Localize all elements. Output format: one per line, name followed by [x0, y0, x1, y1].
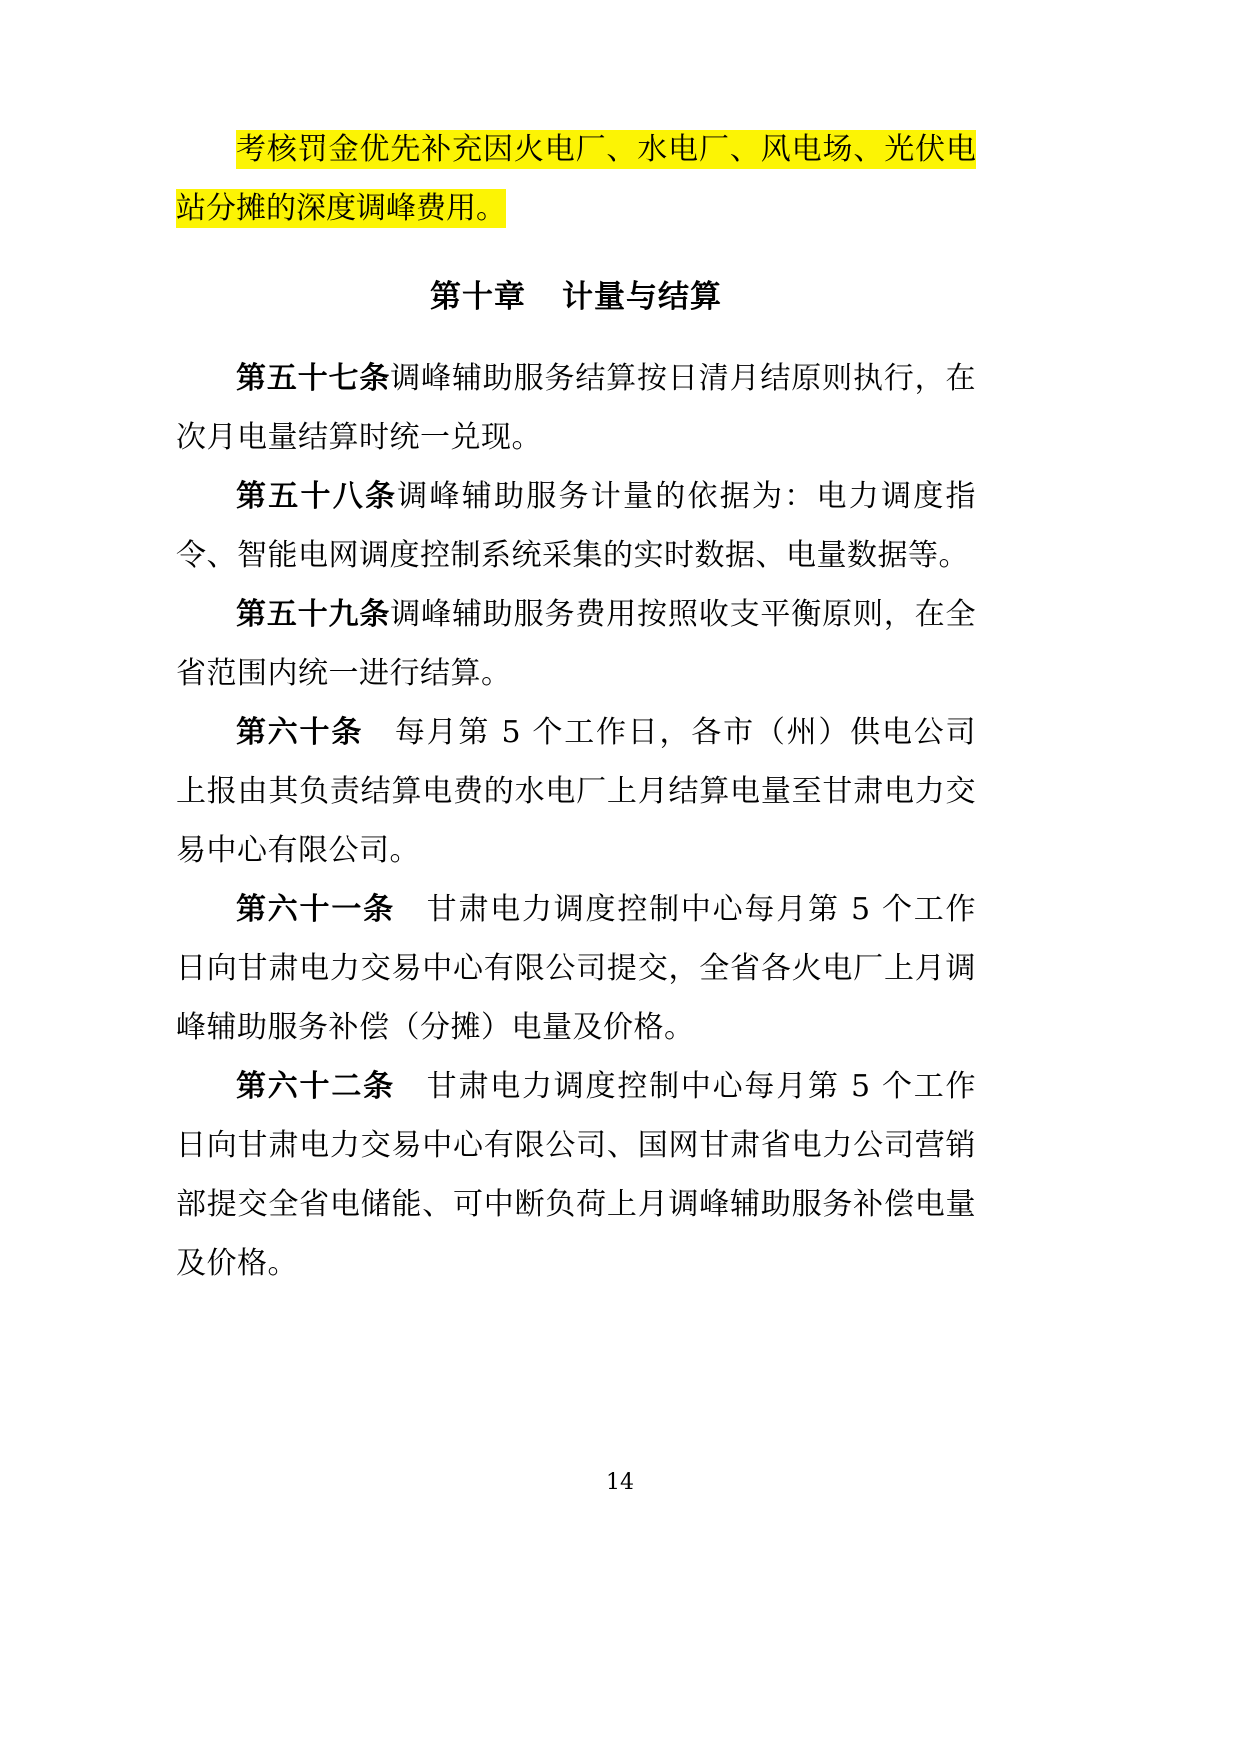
article-text: 调峰辅助服务结算按日清月结原则执行，在次月电量结算时统一兑现。	[176, 361, 977, 455]
article-text: 每月第 5 个工作日，各市（州）供电公司上报由其负责结算电费的水电厂上月结算电量至甘肃电力交易中心有限公司。	[176, 715, 976, 868]
article-paragraph	[176, 349, 976, 467]
article-text: 调峰辅助服务计量的依据为：电力调度指令、智能电网调度控制系统采集的实时数据、电量数据等。	[176, 479, 976, 573]
article-paragraph	[176, 703, 976, 880]
article-label: 第五十九条	[236, 597, 391, 632]
article-paragraph	[176, 585, 976, 703]
page-number: 14	[606, 1470, 634, 1495]
article-label: 第六十二条	[236, 1069, 395, 1104]
article-label: 第六十条	[236, 715, 364, 750]
article-label: 第五十八条	[236, 479, 398, 514]
highlighted-paragraph	[176, 120, 976, 238]
article-label: 第六十一条	[236, 892, 395, 927]
chapter-title-text: 计量与结算	[562, 279, 722, 315]
highlight-span: 考核罚金优先补充因火电厂、水电厂、风电场、光伏电站分摊的深度调峰费用。	[176, 132, 976, 226]
chapter-number: 第十章	[430, 279, 526, 315]
article-label: 第五十七条	[236, 361, 391, 396]
chapter-heading	[176, 268, 976, 327]
page-content	[176, 120, 976, 1293]
article-text: 甘肃电力调度控制中心每月第 5 个工作日向甘肃电力交易中心有限公司、国网甘肃省电力公司营销部提交全省电储能、可中断负荷上月调峰辅助服务补偿电量及价格。	[176, 1069, 977, 1281]
article-paragraph	[176, 1057, 976, 1293]
article-paragraph	[176, 467, 976, 585]
article-text: 甘肃电力调度控制中心每月第 5 个工作日向甘肃电力交易中心有限公司提交，全省各火电厂上月调峰辅助服务补偿（分摊）电量及价格。	[176, 892, 977, 1045]
article-text: 调峰辅助服务费用按照收支平衡原则，在全省范围内统一进行结算。	[176, 597, 977, 691]
article-paragraph	[176, 880, 976, 1057]
